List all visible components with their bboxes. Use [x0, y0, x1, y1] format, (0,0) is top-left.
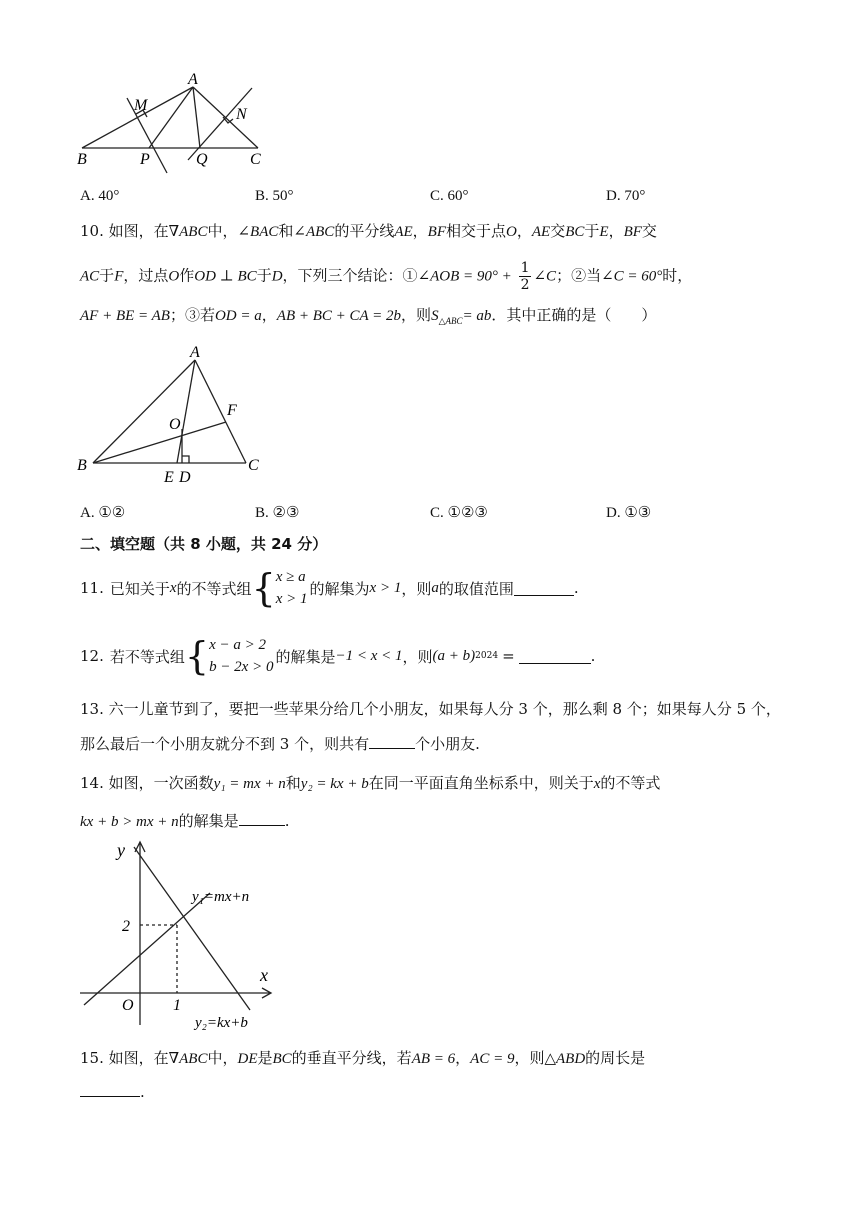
- q12-text: ，则: [402, 647, 433, 666]
- q10-text: ，过点: [123, 266, 169, 285]
- q15-math: BC: [272, 1051, 292, 1067]
- q14-origin-label: O: [122, 997, 134, 1014]
- q10-math: ∠C: [533, 268, 557, 285]
- q13-number: 13.: [80, 700, 104, 718]
- q10-text: 交: [550, 222, 566, 240]
- q10-number: 10.: [80, 222, 104, 240]
- q12-system-row: x − a > 2: [209, 637, 266, 653]
- q10-option-a: A. ①②: [80, 505, 126, 521]
- q9-label-Q: Q: [196, 151, 208, 168]
- q10-math: BF: [623, 224, 642, 240]
- q10-text: ，: [516, 222, 532, 240]
- q15-text: 如图，在: [108, 1049, 169, 1067]
- q10-math: ∠BAC: [237, 224, 279, 240]
- fraction-denominator: 2: [520, 277, 530, 293]
- q9-label-M: M: [134, 97, 148, 114]
- q10-math: BC: [565, 224, 585, 240]
- q12-text: 若不等式组: [109, 647, 185, 666]
- q15-text: 的周长是: [585, 1049, 646, 1067]
- q14-math: x: [593, 776, 601, 792]
- q11-text: ，则: [401, 579, 432, 598]
- q13-line2: [80, 733, 480, 754]
- q14-math: y₂ = kx + b: [300, 776, 369, 792]
- q14-math: kx + b > mx + n: [80, 814, 179, 830]
- q12-text: .: [590, 647, 596, 665]
- q12-line: [80, 633, 595, 679]
- q15-text: 的垂直平分线，若: [291, 1049, 412, 1067]
- q12-number: 12.: [80, 647, 104, 665]
- q10-math: O: [168, 268, 180, 285]
- q10-text: 于: [584, 222, 600, 240]
- q14-tick-y-label: 2: [122, 918, 130, 935]
- q15-line1: [80, 1047, 645, 1068]
- q10-option-b: B. ②③: [255, 505, 300, 521]
- q11-line: [80, 566, 579, 610]
- q12-math: =: [502, 647, 515, 665]
- q11-brace: {: [251, 566, 276, 610]
- q12-system: [209, 634, 273, 678]
- q10-math: ∇ABC: [168, 224, 208, 240]
- q10-line3: [80, 304, 656, 327]
- q15-math: ∇ABC: [168, 1051, 208, 1067]
- q14-line-y1-label: y₁=mx+n: [192, 889, 250, 905]
- q9-label-N: N: [236, 106, 247, 123]
- q14-line1: [80, 772, 660, 793]
- q12-brace: {: [184, 634, 210, 678]
- q14-line2: [80, 810, 289, 831]
- q10-label-D: D: [179, 469, 191, 486]
- q10-option-c: C. ①②③: [430, 505, 488, 521]
- q11-text: 已知关于: [109, 579, 170, 598]
- q10-text: ，: [608, 222, 624, 240]
- q10-math: AE: [394, 224, 413, 240]
- q14-answer-blank[interactable]: [239, 811, 285, 826]
- q9-option-a: A. 40°: [80, 188, 120, 204]
- section-heading-fill-in: 二、填空题（共 8 小题，共 24 分）: [80, 535, 328, 553]
- q14-number: 14.: [80, 774, 104, 792]
- q10-math: F: [114, 268, 124, 285]
- q10-text: 的平分线: [334, 222, 395, 240]
- q10-text: 相交于点: [446, 222, 507, 240]
- q9-label-B: B: [77, 151, 87, 168]
- q10-math: E: [599, 224, 609, 240]
- q10-text: ；③若: [169, 306, 215, 324]
- q10-text: ，则: [401, 306, 432, 324]
- q11-math: x: [169, 579, 177, 596]
- q14-tick-x-label: 1: [173, 997, 181, 1014]
- q14-function-graph: [70, 835, 290, 1035]
- q12-math: −1 < x < 1: [335, 647, 403, 664]
- q10-triangle-figure: [70, 340, 280, 490]
- q10-math: OD = a: [214, 308, 262, 324]
- q15-text: 中，: [207, 1049, 238, 1067]
- q11-math: x > 1: [369, 579, 402, 596]
- q15-text: 是: [257, 1049, 273, 1067]
- q10-text: 交: [641, 222, 657, 240]
- q12-math: (a + b): [432, 647, 476, 664]
- q10-label-E: E: [164, 469, 174, 486]
- q11-number: 11.: [80, 579, 104, 597]
- q10-math: BF: [427, 224, 446, 240]
- q15-text: ，则: [514, 1049, 545, 1067]
- q12-system-row: b − 2x > 0: [209, 659, 274, 675]
- q14-text: .: [284, 812, 290, 830]
- q10-math: OD ⊥ BC: [194, 268, 257, 285]
- q11-math: a: [431, 579, 439, 596]
- q14-axis-y-label: y: [117, 840, 125, 860]
- q12-text: 的解集是: [275, 647, 336, 666]
- q10-text: 时，: [662, 266, 693, 285]
- q10-text: ，下列三个结论：①: [282, 266, 418, 285]
- q11-system: [276, 566, 308, 610]
- q10-text: 于: [256, 266, 272, 285]
- q13-answer-blank[interactable]: [369, 734, 415, 749]
- q13-line1: [80, 698, 781, 719]
- q11-answer-blank[interactable]: [514, 581, 574, 596]
- q10-text: ．其中正确的是（ ）: [491, 306, 657, 324]
- q15-math: DE: [237, 1051, 258, 1067]
- q10-line1: [80, 220, 657, 241]
- q15-math: △ABD: [544, 1051, 586, 1067]
- q11-text: .: [573, 579, 579, 597]
- q15-math: AC = 9: [470, 1051, 515, 1067]
- q9-option-b: B. 50°: [255, 188, 294, 204]
- q9-option-d: D. 70°: [606, 188, 646, 204]
- q11-text: 的取值范围: [438, 579, 514, 598]
- q10-math: O: [506, 224, 517, 240]
- q10-text: ；②当: [556, 266, 602, 285]
- q15-math: AB = 6: [411, 1051, 456, 1067]
- q10-math: AE: [531, 224, 551, 240]
- q10-math: ∠AOB = 90° +: [417, 268, 512, 285]
- q11-system-row: x > 1: [275, 591, 308, 607]
- q13-text: 六一儿童节到了，要把一些苹果分给几个小朋友，如果每人分 3 个，那么剩 8 个；如果每人分 5 个，: [108, 700, 781, 718]
- q10-fraction: [519, 260, 532, 293]
- q10-subscript: △ABC: [438, 316, 463, 326]
- q10-math: = ab: [462, 308, 492, 324]
- q10-math: ∠C = 60°: [601, 268, 663, 285]
- q15-line2: [80, 1082, 145, 1101]
- q10-text: 中，: [207, 222, 238, 240]
- q14-text: 如图，一次函数: [108, 774, 214, 792]
- q9-label-P: P: [140, 151, 150, 168]
- q15-text: ，: [455, 1049, 471, 1067]
- q10-math: AF + BE = AB: [80, 308, 170, 324]
- q10-label-A: A: [190, 344, 200, 361]
- q9-label-A: A: [188, 71, 198, 88]
- q14-line-y2-label: y₂=kx+b: [195, 1015, 248, 1031]
- q10-math: ∠ABC: [293, 224, 335, 240]
- q10-text: 于: [99, 266, 115, 285]
- q14-text: 的不等式: [600, 774, 661, 792]
- q10-label-O: O: [169, 416, 181, 433]
- q10-text: 和: [278, 222, 294, 240]
- q15-answer-blank[interactable]: [80, 1082, 140, 1097]
- q14-math: y₁ = mx + n: [213, 776, 286, 792]
- q9-label-C: C: [250, 151, 261, 168]
- q12-answer-blank[interactable]: [519, 649, 591, 664]
- q10-math: S: [431, 308, 439, 324]
- q10-option-d: D. ①③: [606, 505, 652, 521]
- q15-text: .: [140, 1083, 145, 1101]
- q12-exponent: 2024: [475, 651, 499, 661]
- q10-text: ，: [261, 306, 277, 324]
- q10-text: 作: [179, 266, 195, 285]
- q10-math: AB + BC + CA = 2b: [276, 308, 402, 324]
- q14-axis-x-label: x: [260, 965, 268, 985]
- q9-triangle-figure: [70, 70, 290, 180]
- q14-text: 在同一平面直角坐标系中，则关于: [368, 774, 594, 792]
- q10-label-B: B: [77, 457, 87, 474]
- q11-system-row: x ≥ a: [275, 569, 306, 585]
- q14-text: 和: [285, 774, 301, 792]
- q15-number: 15.: [80, 1049, 104, 1067]
- q10-line2: [80, 260, 692, 293]
- q10-math: AC: [80, 268, 100, 285]
- q10-text: 如图，在: [108, 222, 169, 240]
- q10-text: ，: [412, 222, 428, 240]
- q11-text: 的不等式组: [176, 579, 252, 598]
- q10-math: D: [271, 268, 283, 285]
- q9-option-c: C. 60°: [430, 188, 469, 204]
- fraction-numerator: 1: [520, 260, 530, 276]
- q11-text: 的解集为: [309, 579, 370, 598]
- q14-text: 的解集是: [178, 812, 239, 830]
- q10-label-C: C: [248, 457, 259, 474]
- q13-text: 个小朋友.: [415, 735, 480, 753]
- q13-text: 那么最后一个小朋友就分不到 3 个，则共有: [80, 735, 370, 753]
- q10-label-F: F: [227, 402, 237, 419]
